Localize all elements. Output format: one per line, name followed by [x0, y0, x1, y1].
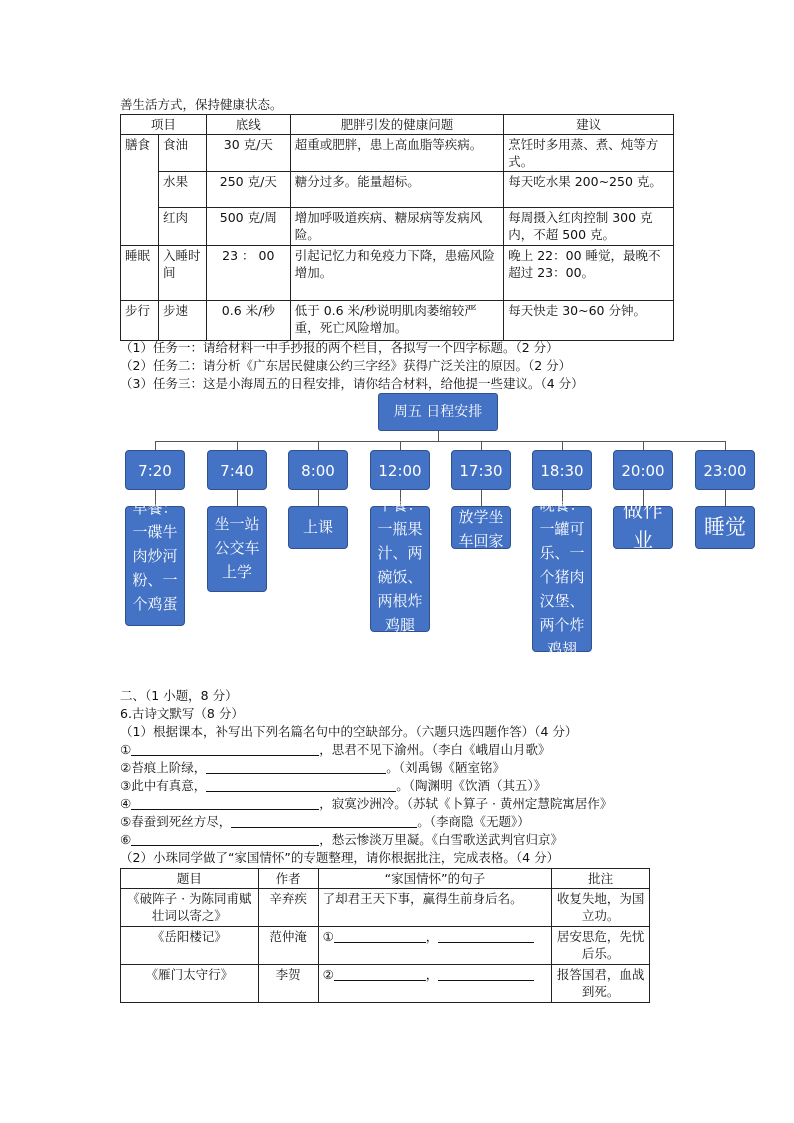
row-advice: 每天吃水果 200~250 克。 — [504, 172, 674, 208]
row-limit: 30 克/天 — [206, 135, 290, 172]
time-box: 7:40 — [207, 450, 267, 490]
poem-text: 。（李商隐《无题》） — [417, 814, 530, 829]
answer-blank[interactable] — [131, 832, 319, 846]
poem-text: ，愁云惨淡万里凝。《白雪歌送武判官归京》 — [319, 832, 563, 847]
poem-text: ，思君不见下渝州。（李白《峨眉山月歌》 — [319, 742, 551, 757]
poem-line-2 — [120, 760, 505, 776]
row-limit: 250 克/天 — [206, 172, 290, 208]
table-row — [121, 889, 650, 927]
activity-text: 午餐：一瓶果汁、两碗饭、两根炸鸡腿 — [377, 496, 423, 634]
row-advice: 每周摄入红肉控制 300 克内，不超 500 克。 — [504, 208, 674, 246]
connector-line — [318, 490, 319, 506]
group-walk: 步行 — [121, 301, 159, 341]
activity-box — [288, 506, 348, 549]
poem-text: ③此中有真意， — [120, 778, 207, 793]
activity-box — [695, 506, 755, 549]
answer-blank[interactable] — [131, 796, 319, 810]
schedule-title-box: 周五 日程安排 — [378, 393, 498, 431]
connector-line — [725, 490, 726, 506]
poem-title: 《破阵子 · 为陈同甫赋壮词以寄之》 — [121, 889, 259, 927]
header-limit: 底线 — [206, 115, 290, 135]
header-note: 批注 — [552, 869, 650, 889]
poem-text: ④ — [120, 796, 132, 811]
row-item: 入睡时间 — [158, 246, 206, 301]
task-3: （3）任务三：这是小海周五的日程安排，请你结合材料，给他提一些建议。（4 分） — [120, 376, 584, 391]
table-row — [121, 135, 674, 172]
answer-blank[interactable] — [231, 814, 417, 828]
table-row — [121, 208, 674, 246]
poem-line-5 — [120, 814, 530, 830]
activity-box — [451, 506, 511, 549]
task-1: （1）任务一：请给材料一中手抄报的两个栏目，各拟写一个四字标题。（2 分） — [120, 340, 559, 355]
table-row — [121, 965, 650, 1003]
header-item: 项目 — [121, 115, 207, 135]
activity-box — [370, 496, 430, 634]
poem-note: 报答国君，血战到死。 — [552, 965, 650, 1003]
header-title: 题目 — [121, 869, 259, 889]
poem-sentence-cell — [318, 927, 552, 965]
poem-sentence-cell — [318, 965, 552, 1003]
poem-author: 辛弃疾 — [258, 889, 318, 927]
connector-line — [725, 441, 726, 450]
row-limit: 0.6 米/秒 — [206, 301, 290, 341]
poem-title: 《岳阳楼记》 — [121, 927, 259, 965]
poem-text: ⑥ — [120, 832, 132, 847]
table-row — [121, 927, 650, 965]
sentence-mark: ① — [322, 929, 334, 944]
answer-blank[interactable] — [334, 967, 426, 981]
time-box: 12:00 — [370, 450, 430, 490]
poem-line-3 — [120, 778, 546, 794]
activity-text: 睡觉 — [704, 515, 746, 539]
row-item: 红肉 — [158, 208, 206, 246]
question-6: 6.古诗文默写（8 分） — [120, 706, 244, 721]
time-box: 17:30 — [451, 450, 511, 490]
time-box: 23:00 — [695, 450, 755, 490]
connector-line — [155, 441, 725, 442]
row-problem: 增加呼吸道疾病、糖尿病等发病风险。 — [290, 208, 504, 246]
poem-note: 居安思危，先忧后乐。 — [552, 927, 650, 965]
row-problem: 引起记忆力和免疫力下降，患癌风险增加。 — [290, 246, 504, 301]
health-table — [120, 114, 674, 341]
sub-question-2: （2）小珠同学做了“家国情怀”的专题整理，请你根据批注，完成表格。（4 分） — [120, 850, 560, 865]
row-limit: 23 ： 00 — [206, 246, 290, 301]
connector-line — [562, 441, 563, 450]
row-advice: 烹饪时多用蒸、煮、炖等方式。 — [504, 135, 674, 172]
poem-title: 《雁门太守行》 — [121, 965, 259, 1003]
poem-text: 。（陶渊明《饮酒（其五）》 — [396, 778, 547, 793]
row-item: 步速 — [158, 301, 206, 341]
activity-box — [532, 496, 592, 658]
intro-line: 善生活方式，保持健康状态。 — [120, 97, 283, 112]
section-heading: 二、（1 小题，8 分） — [120, 688, 238, 703]
row-item: 水果 — [158, 172, 206, 208]
poem-text: ⑤春蚕到死丝方尽， — [120, 814, 232, 829]
group-diet: 膳食 — [121, 135, 159, 246]
table-row — [121, 246, 674, 301]
table-row — [121, 301, 674, 341]
connector-line — [400, 441, 401, 450]
sentence-mark: ② — [322, 967, 334, 982]
group-sleep: 睡眠 — [121, 246, 159, 301]
poem-author: 范仲淹 — [258, 927, 318, 965]
activity-text: 上课 — [302, 518, 333, 536]
connector-line — [643, 441, 644, 450]
sub-question-1: （1）根据课本，补写出下列名篇名句中的空缺部分。（六题只选四题作答）（4 分） — [120, 724, 578, 739]
table-row — [121, 172, 674, 208]
activity-box — [613, 498, 673, 552]
comma: ， — [425, 967, 439, 982]
row-advice: 每天快走 30~60 分钟。 — [504, 301, 674, 341]
poem-text: ②苔痕上阶绿， — [120, 760, 207, 775]
activity-box — [125, 499, 185, 626]
row-problem: 超重或肥胖，患上高血脂等疾病。 — [290, 135, 504, 172]
answer-blank[interactable] — [131, 742, 319, 756]
answer-blank[interactable] — [438, 967, 534, 981]
poem-line-6 — [120, 832, 563, 848]
connector-line — [481, 441, 482, 450]
poem-text: 。（刘禹锡《陋室铭》 — [386, 760, 505, 775]
header-sentence: “家国情怀”的句子 — [318, 869, 552, 889]
row-limit: 500 克/周 — [206, 208, 290, 246]
row-problem: 糖分过多。能量超标。 — [290, 172, 504, 208]
connector-line — [438, 431, 439, 441]
row-advice: 晚上 22：00 睡觉，最晚不超过 23：00。 — [504, 246, 674, 301]
answer-blank[interactable] — [438, 929, 534, 943]
header-author: 作者 — [258, 869, 318, 889]
answer-blank[interactable] — [206, 760, 386, 774]
header-problem: 肥胖引发的健康问题 — [290, 115, 504, 135]
connector-line — [237, 441, 238, 450]
activity-text: 做作业 — [623, 498, 663, 552]
time-box: 20:00 — [613, 450, 673, 490]
time-box: 18:30 — [532, 450, 592, 490]
poem-note: 收复失地，为国立功。 — [552, 889, 650, 927]
activity-text: 坐一站公交车上学 — [214, 515, 260, 581]
activity-text: 放学坐车回家 — [458, 508, 504, 550]
poem-author: 李贺 — [258, 965, 318, 1003]
row-problem: 低于 0.6 米/秒说明肌肉萎缩较严重，死亡风险增加。 — [290, 301, 504, 341]
poem-sentence: 了却君王天下事，赢得生前身后名。 — [318, 889, 552, 927]
task-2: （2）任务二：请分析《广东居民健康公约三字经》获得广泛关注的原因。（2 分） — [120, 358, 572, 373]
answer-blank[interactable] — [206, 778, 396, 792]
poem-text: ，寂寞沙洲冷。（苏轼《卜算子 · 黄州定慧院寓居作》 — [319, 796, 613, 811]
connector-line — [155, 441, 156, 450]
poem-text: ① — [120, 742, 132, 757]
connector-line — [481, 490, 482, 506]
connector-line — [237, 490, 238, 506]
activity-box — [207, 506, 267, 592]
comma: ， — [425, 929, 439, 944]
time-box: 8:00 — [288, 450, 348, 490]
row-item: 食油 — [158, 135, 206, 172]
poem-line-4 — [120, 796, 612, 812]
poem-line-1 — [120, 742, 550, 758]
activity-text: 晚餐：一罐可乐、一个猪肉汉堡、两个炸鸡翅 — [539, 496, 585, 658]
answer-blank[interactable] — [334, 929, 426, 943]
time-box: 7:20 — [125, 450, 185, 490]
activity-text: 早餐：一碟牛肉炒河粉、一个鸡蛋 — [132, 499, 178, 613]
poem-table — [120, 868, 650, 1003]
connector-line — [318, 441, 319, 450]
header-advice: 建议 — [504, 115, 674, 135]
